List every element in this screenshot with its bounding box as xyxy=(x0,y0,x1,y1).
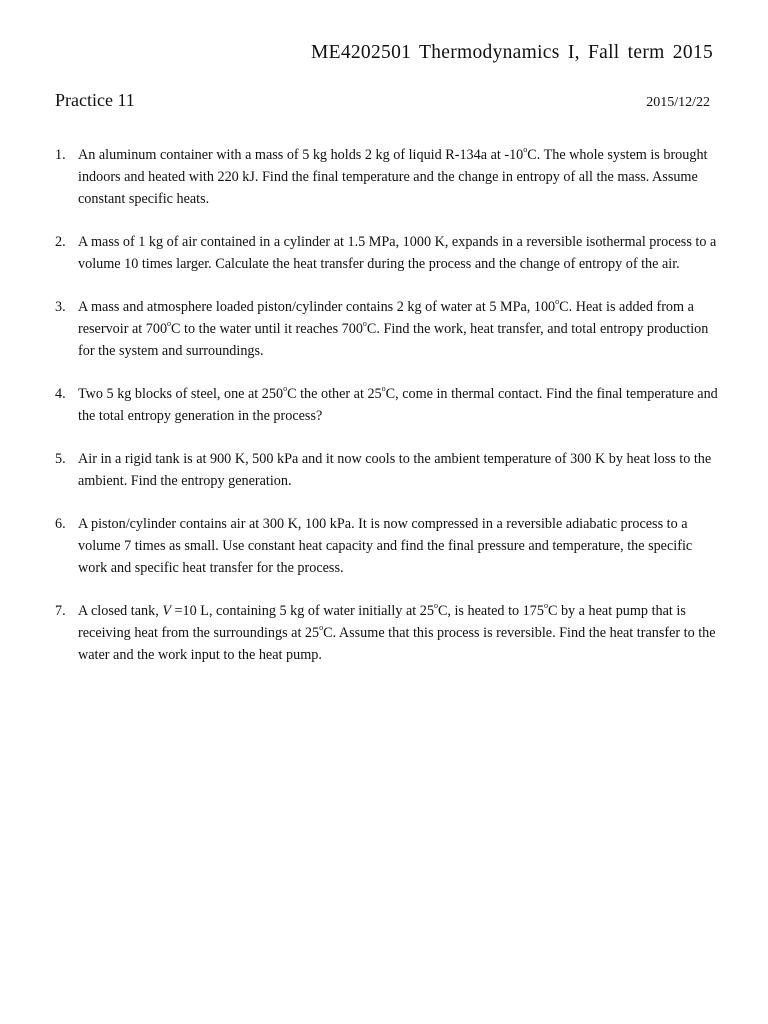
problem-1 xyxy=(55,144,720,210)
problem-number: 6. xyxy=(55,516,66,532)
date: 2015/12/22 xyxy=(646,95,710,110)
problem-text: Air in a rigid tank is at 900 K, 500 kPa and it now cools to the ambient temperature of 300 K by heat loss to the ambient. Find the entropy generation. xyxy=(78,451,712,489)
problem-number: 7. xyxy=(55,603,66,619)
problem-text: C to the water until it reaches 700 xyxy=(171,321,363,337)
problem-6 xyxy=(55,513,720,579)
problem-list xyxy=(55,144,720,687)
problem-number: 4. xyxy=(55,386,66,402)
degree-symbol: o xyxy=(167,319,172,329)
degree-symbol: o xyxy=(283,384,288,394)
degree-symbol: o xyxy=(362,319,367,329)
problem-number: 3. xyxy=(55,299,66,315)
degree-symbol: o xyxy=(319,623,324,633)
problem-text: C. Heat is added from a reservoir at 700 xyxy=(78,299,694,337)
problem-text: C the other at 25 xyxy=(287,386,382,402)
problem-3 xyxy=(55,296,720,362)
practice-title: Practice 11 xyxy=(55,90,135,110)
degree-symbol: o xyxy=(433,601,438,611)
volume-variable: V xyxy=(162,603,171,619)
problem-text: A piston/cylinder contains air at 300 K, 100 kPa. It is now compressed in a reversible adiabatic process to a volume 7 times as small. Use constant heat capacity and find the final pressure and temperature, the specific work and specific heat transfer for the process. xyxy=(78,516,693,576)
problem-text: An aluminum container with a mass of 5 kg holds 2 kg of liquid R-134a at -10 xyxy=(78,147,524,163)
problem-text: C. Assume that this process is reversible. Find the heat transfer to the water and the work input to the heat pump. xyxy=(78,625,716,663)
problem-7 xyxy=(55,600,720,666)
course-title: ME4202501 Thermodynamics I, Fall term 2015 xyxy=(310,42,713,63)
problem-number: 5. xyxy=(55,451,66,467)
problem-4 xyxy=(55,383,720,427)
problem-text: C. The whole system is brought indoors and heated with 220 kJ. Find the final temperature and the change in entropy of all the mass. Assume constant specific heats. xyxy=(78,147,708,207)
degree-symbol: o xyxy=(381,384,386,394)
problem-text: A mass of 1 kg of air contained in a cylinder at 1.5 MPa, 1000 K, expands in a reversible isothermal process to a volume 10 times larger. Calculate the heat transfer during the process and the change of entropy of the air. xyxy=(78,234,717,272)
problem-text: C by a heat pump that is receiving heat from the surroundings at 25 xyxy=(78,603,686,641)
degree-symbol: o xyxy=(523,145,528,155)
problem-number: 1. xyxy=(55,147,66,163)
problem-5 xyxy=(55,448,720,492)
problem-text: C, come in thermal contact. Find the final temperature and the total entropy generation in the process? xyxy=(78,386,718,424)
problem-text: Two 5 kg blocks of steel, one at 250 xyxy=(78,386,284,402)
problem-text: A mass and atmosphere loaded piston/cylinder contains 2 kg of water at 5 MPa, 100 xyxy=(78,299,556,315)
degree-symbol: o xyxy=(543,601,548,611)
degree-symbol: o xyxy=(555,297,560,307)
problem-text: =10 L, containing 5 kg of water initially at 25 xyxy=(171,603,434,619)
problem-text: A closed tank, xyxy=(78,603,163,619)
problem-2 xyxy=(55,231,720,275)
problem-number: 2. xyxy=(55,234,66,250)
problem-text: C. Find the work, heat transfer, and total entropy production for the system and surroundings. xyxy=(78,321,709,359)
problem-text: C, is heated to 175 xyxy=(437,603,544,619)
